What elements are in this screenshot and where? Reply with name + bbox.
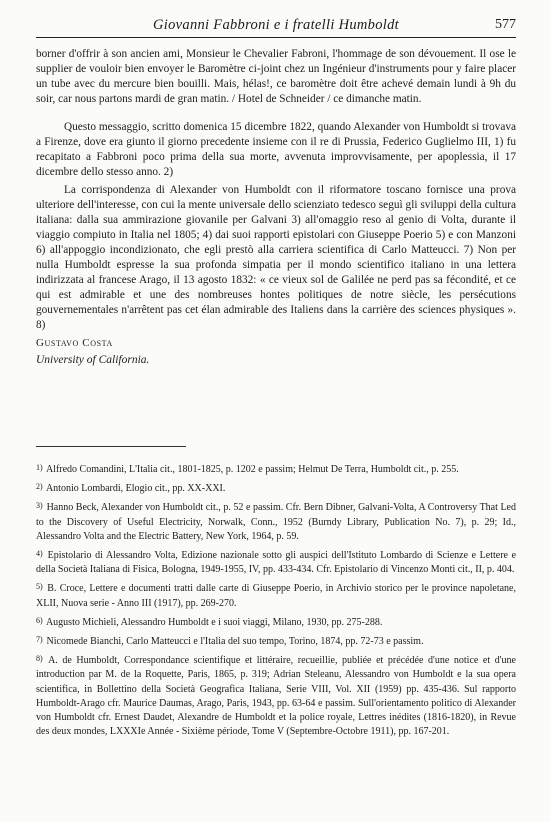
footnote-mark: 3): [36, 501, 43, 511]
footnote-mark: 1): [36, 463, 43, 472]
author-affiliation: University of California.: [36, 354, 150, 366]
paragraph-1: Questo messaggio, scritto domenica 15 dicembre 1822, quando Alexander von Humboldt si trovava a Firenze, dove era giunto il giorno precedente insieme con il re di Prussia, Federico Guglielmo III, 1) fu recapitato a Fabbroni poco prima della sua morte, avvenuta improvvisamente, per apoplessia, il 17 dicembre dello stesso anno. 2): [36, 121, 516, 178]
body-text: [36, 120, 516, 368]
footnote-mark: 7): [36, 635, 43, 645]
running-header: [36, 17, 516, 38]
footnote-text: Nicomede Bianchi, Carlo Matteucci e l'Italia del suo tempo, Torino, 1874, pp. 72-73 e passim.: [46, 636, 424, 648]
footnote: [36, 461, 516, 477]
footnote: [36, 633, 516, 649]
author-signature: Gustavo Costa: [36, 337, 113, 349]
footnotes: [36, 461, 516, 742]
page-number: 577: [495, 17, 516, 32]
footnote-text: Alfredo Comandini, L'Italia cit., 1801-1825, p. 1202 e passim; Helmut De Terra, Humboldt cit., p. 255.: [45, 464, 459, 475]
footnote-separator: [36, 446, 186, 447]
footnote-mark: 6): [36, 615, 43, 625]
footnote-mark: 2): [36, 482, 43, 492]
footnote-mark: 8): [36, 654, 43, 664]
footnote-text: Augusto Michieli, Alessandro Humboldt e i suoi viaggi, Milano, 1930, pp. 275-288.: [45, 616, 383, 628]
paragraph-2: La corrispondenza di Alexander von Humboldt con il riformatore toscano fornisce una prova ulteriore dell'interesse, con cui la mente universale dello scienziato tedesco seguì gli sviluppi della cultura italiana: dalla sua ammirazione giovanile per Galvani 3) all'omaggio reso al genio di Volta, durante il viaggio compiuto in Italia nel 1805; 4) dai suoi rapporti epistolari con Giuseppe Poerio 5) e con Manzoni 6) all'appoggio incondizionato, che egli prestò alla carriera scientifica di Carlo Matteucci. 7) Non per nulla Humboldt espresse la sua profonda simpatia per il mondo scientifico italiano in una lettera indirizzata al francese Arago, il 13 agosto 1832: « ce vieux sol de Galilée ne perd pas sa fécondité, et ce qui est admirable et une des nombreuses hontes politiques de notre siècle, les persécutions gouvernementales n'arrêtent pas cet élan admirable des Italiens dans la carrière des sciences physiques ». 8): [36, 184, 516, 331]
footnote: [36, 499, 516, 544]
footnote: [36, 480, 516, 496]
footnote: [36, 547, 516, 577]
quoted-message: [36, 47, 516, 107]
footnote: [36, 652, 516, 739]
footnote-text: Hanno Beck, Alexander von Humboldt cit., p. 52 e passim. Cfr. Bern Dibner, Galvani-Volta, A Controversy That Led to the Discovery of Useful Electricity, Norwalk, Conn., 1952 (Burndy Library, Publication No. 7), p. 29; Id., Alessandro Volta and the Electric Battery, New York, 1964, p. 59.: [36, 502, 517, 542]
footnote-text: B. Croce, Lettere e documenti tratti dalle carte di Giuseppe Poerio, in Archivio storico per le province napoletane, XLII, Nuova serie - Anno III (1917), pp. 269-270.: [36, 583, 517, 609]
footnote-mark: 5): [36, 582, 43, 592]
footnote: [36, 614, 516, 630]
quote-text: borner d'offrir à son ancien ami, Monsieur le Chevalier Fabroni, l'hommage de son dévouement. Il ose le supplier de vouloir bien envoyer le Baromètre ci-joint chez un Ingénieur d'instruments pour y faire placer un tube avec du mercure bien bouilli. Mais, hélas!, ce baromètre doit être achevé demain lundi à 9h du soir, car nous partons mardi de gran matin. / Hotel de Schneider / ce dimanche matin.: [36, 48, 516, 105]
footnote: [36, 580, 516, 610]
running-title: Giovanni Fabbroni e i fratelli Humboldt: [153, 17, 399, 33]
footnote-text: Antonio Lombardi, Elogio cit., pp. XX-XXI.: [45, 483, 226, 495]
footnote-text: Epistolario di Alessandro Volta, Edizione nazionale sotto gli auspici dell'Istituto Lombardo di Scienze e Lettere e della Società Italiana di Fisica, Bologna, 1949-1955, IV, pp. 433-434. Cfr. Epistolario di Vincenzo Monti cit., II, p. 404.: [36, 550, 517, 576]
footnote-mark: 4): [36, 549, 43, 559]
footnote-text: A. de Humboldt, Correspondance scientifique et littéraire, recueillie, publiée et précédée d'une notice et d'une introduction par M. de la Roquette, Paris, 1865, p. 319; Adrian Steleanu, Alessandro von Humboldt e la sua opera scientifica, in Bollettino della Società Geografica Italiana, Serie VIII, Vol. XII (1959) pp. 435-436. Sul rapporto Humboldt-Arago cfr. Maurice Daumas, Arago, Paris, 1943, pp. 63-64 e passim. Sull'orientamento politico di Alexander von Humboldt cfr. Ernest Daudet, Alexandre de Humboldt et la police royale, Lettres inédites (1816-1820), in Revue des deux mondes, LXXXIe Année - Sixième période, Tome V (Septembre-Octobre 1911), pp. 167-201.: [36, 655, 516, 738]
